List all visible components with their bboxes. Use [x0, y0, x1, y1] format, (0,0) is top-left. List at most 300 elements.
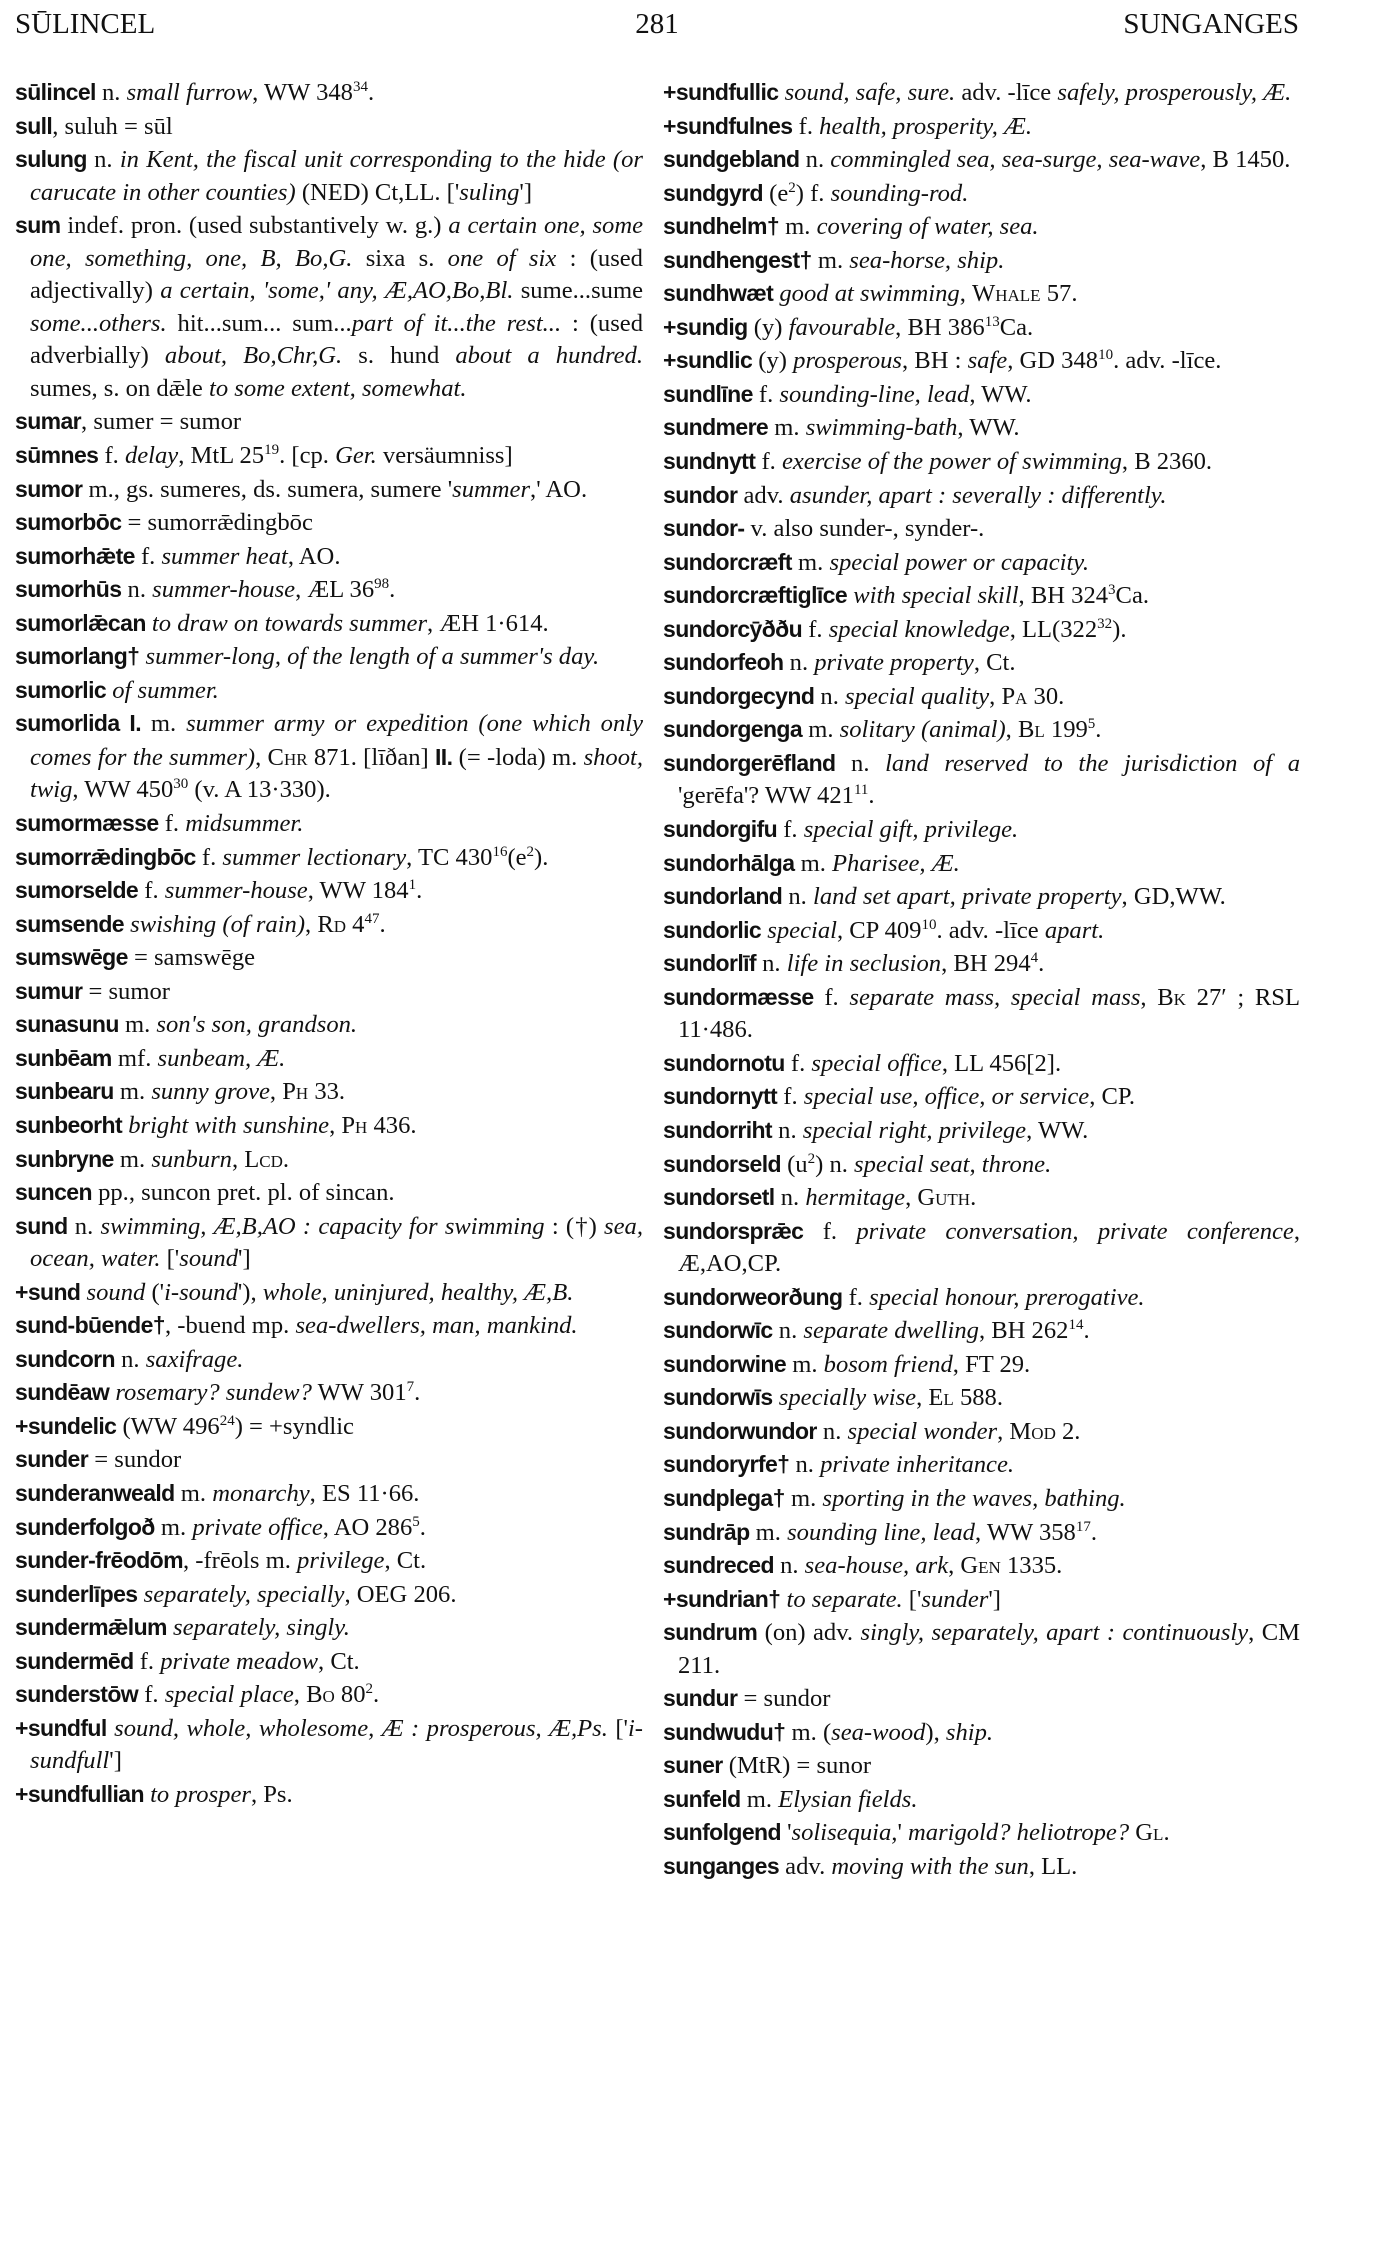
headword: sundorwīc — [663, 1317, 773, 1344]
dictionary-entry — [663, 177, 1300, 211]
italic-text: privilege — [297, 1547, 385, 1575]
italic-text: swimming-bath — [805, 414, 958, 442]
italic-text: hermitage — [805, 1184, 906, 1212]
headword: II. — [435, 743, 453, 770]
roman-text: s. hund — [342, 342, 456, 370]
headword: +sundfulnes — [663, 112, 793, 139]
italic-text: sunbeam, Æ. — [157, 1044, 286, 1072]
roman-text: , Ct. — [973, 649, 1016, 677]
roman-text: , OEG 206. — [344, 1580, 457, 1608]
roman-text — [107, 1715, 114, 1742]
italic-text: sea-horse, ship. — [849, 246, 1005, 274]
italic-text: prosperous — [793, 347, 902, 375]
italic-text: sounding-rod. — [830, 179, 969, 207]
roman-text: . — [389, 576, 396, 604]
italic-text: ship. — [945, 1718, 994, 1746]
roman-text: = sumor — [82, 977, 170, 1005]
roman-text: . — [416, 877, 423, 905]
superscript: 1 — [408, 876, 417, 893]
headword: sunganges — [663, 1852, 780, 1879]
dictionary-entry — [663, 1749, 1300, 1783]
roman-text: ' — [780, 1819, 792, 1847]
roman-text: n. — [86, 146, 120, 174]
italic-text: land set apart, private property — [812, 883, 1122, 911]
roman-text: n. — [774, 1184, 806, 1212]
italic-text: one of six — [447, 244, 557, 272]
roman-text: , ÆH 1·614. — [427, 609, 549, 637]
italic-text: bosom friend — [823, 1350, 953, 1378]
headword: sundwudu† — [663, 1718, 786, 1745]
italic-text: sunny grove — [151, 1078, 270, 1106]
italic-text: safely, prosperously, Æ. — [1057, 79, 1292, 106]
roman-text: [' — [902, 1585, 922, 1613]
italic-text: Ger. — [335, 442, 377, 470]
italic-text: with special skill — [853, 582, 1019, 610]
dictionary-entry — [663, 1448, 1300, 1482]
roman-text: . — [414, 1379, 421, 1407]
dictionary-entry — [663, 1181, 1300, 1215]
superscript: 10 — [1098, 347, 1114, 364]
headword: +sundlic — [663, 347, 753, 374]
roman-text: . — [868, 782, 875, 810]
dictionary-entry — [15, 607, 643, 641]
roman-text: m. — [141, 710, 187, 738]
roman-text: 436. — [367, 1111, 417, 1139]
dictionary-entry — [663, 880, 1300, 914]
headword: sundrāp — [663, 1518, 750, 1545]
italic-text: special knowledge — [828, 615, 1010, 643]
roman-text: , BH 294 — [941, 950, 1031, 978]
italic-text: separately, singly. — [173, 1614, 350, 1642]
italic-text: sea-wood — [831, 1718, 926, 1746]
roman-text: m. — [740, 1785, 779, 1813]
italic-text: swishing (of rain) — [130, 910, 306, 938]
headword: sund — [15, 1212, 68, 1239]
headword: sunbryne — [15, 1145, 114, 1172]
dictionary-entry — [15, 1042, 643, 1076]
superscript: 11 — [853, 782, 869, 799]
italic-text: monarchy — [212, 1479, 310, 1507]
roman-text: n. — [95, 79, 127, 106]
italic-text: health, prosperity, Æ. — [819, 112, 1033, 140]
dictionary-entry — [15, 76, 643, 110]
superscript: 10 — [921, 916, 937, 933]
roman-text: v. also sunder-, synder-. — [744, 515, 985, 543]
roman-text: , WW 450 — [72, 776, 174, 804]
italic-text: special wonder — [847, 1417, 998, 1445]
italic-text: i-sundfull — [30, 1714, 643, 1775]
header-last-word: SUNGANGES — [1123, 8, 1299, 40]
dictionary-entry — [15, 1712, 643, 1778]
roman-text: ), — [925, 1718, 946, 1746]
dictionary-entry — [15, 1376, 643, 1410]
roman-text: . — [379, 910, 386, 938]
dictionary-entry — [663, 1415, 1300, 1449]
italic-text: Pharisee, Æ. — [832, 849, 960, 877]
dictionary-entry — [15, 807, 643, 841]
headword: sundur — [663, 1685, 738, 1712]
italic-text: about, Bo,Chr,G. — [164, 342, 343, 370]
roman-text: , BH : — [902, 347, 968, 375]
headword: sunasunu — [15, 1011, 119, 1038]
dictionary-entry — [663, 1816, 1300, 1850]
dictionary-entry — [663, 1716, 1300, 1750]
headword: sundorgecynd — [663, 682, 815, 709]
headword: sundrum — [663, 1619, 758, 1646]
roman-text: (' — [145, 1278, 165, 1306]
roman-text: n. — [816, 1417, 848, 1445]
italic-text: to prosper — [150, 1780, 251, 1808]
roman-text: n. — [814, 682, 846, 710]
roman-text: . — [367, 79, 375, 106]
roman-text: , — [231, 1145, 245, 1173]
roman-text: n. — [782, 883, 813, 911]
roman-text: , AO. — [287, 542, 341, 570]
roman-text: ) = +syndlic — [234, 1412, 354, 1440]
roman-text: n. — [67, 1212, 101, 1240]
italic-text: favourable — [788, 313, 896, 341]
roman-text: (y) — [747, 313, 789, 341]
roman-text: sumes, s. on dǣle — [30, 374, 209, 402]
italic-text: small furrow — [126, 79, 253, 106]
italic-text: private inheritance. — [820, 1451, 1015, 1479]
headword: sundoryrfe† — [663, 1451, 790, 1478]
italic-text: suling — [459, 178, 520, 206]
headword: +sundfullian — [15, 1780, 144, 1807]
roman-text: 57. — [1040, 280, 1078, 308]
roman-text: ' — [897, 1819, 909, 1847]
roman-text: , B 1450. — [1200, 146, 1291, 174]
italic-text: son's son, grandson. — [156, 1011, 358, 1039]
headword: sumsende — [15, 910, 124, 937]
italic-text: sunder — [921, 1585, 989, 1613]
italic-text: asunder, apart : severally : differently. — [789, 481, 1167, 509]
italic-text: good at swimming — [779, 280, 960, 308]
dictionary-entry — [15, 540, 643, 574]
italic-text: private conversation, private conference — [856, 1217, 1294, 1245]
italic-text: private office — [192, 1513, 323, 1541]
headword: sundhengest† — [663, 246, 812, 273]
roman-text: m. — [786, 1350, 824, 1378]
italic-text: private meadow — [160, 1647, 319, 1675]
dictionary-entry — [663, 1348, 1300, 1382]
roman-text: . — [419, 1513, 426, 1541]
dictionary-entry — [15, 1443, 643, 1477]
roman-text: WW 301 — [311, 1379, 407, 1407]
roman-text: f. — [842, 1283, 870, 1311]
roman-text: = sundor — [737, 1685, 831, 1713]
headword: sunder — [15, 1446, 89, 1473]
dictionary-entry — [663, 680, 1300, 714]
dictionary-entry — [663, 1381, 1300, 1415]
roman-text: , LL(322 — [1009, 615, 1098, 643]
roman-text: , — [959, 280, 973, 308]
dictionary-entry — [663, 914, 1300, 948]
italic-text: life in seclusion — [786, 950, 942, 978]
roman-text: m. — [154, 1513, 193, 1541]
headword: sundornytt — [663, 1083, 778, 1110]
superscript: 16 — [492, 843, 508, 860]
dictionary-entry — [15, 908, 643, 942]
italic-text: special seat, throne. — [854, 1150, 1052, 1178]
dictionary-entry — [15, 1645, 643, 1679]
roman-text: (on) adv. — [757, 1619, 861, 1647]
italic-text: summer army or expedition (one which only comes for the summer) — [30, 710, 643, 771]
roman-text: , — [1005, 716, 1018, 744]
italic-text: summer-long, of the length of a summer's day. — [145, 643, 600, 671]
roman-text: (e — [762, 179, 789, 207]
dictionary-entry — [15, 1309, 643, 1343]
roman-text: adv. — [737, 481, 790, 509]
dictionary-entry — [663, 579, 1300, 613]
roman-text: versäumniss] — [376, 442, 513, 470]
italic-text: special place — [164, 1681, 294, 1709]
roman-text: f. — [792, 112, 820, 140]
italic-text: summer-house — [152, 576, 296, 604]
roman-text: Ca. — [1115, 582, 1150, 610]
italic-text: moving with the sun — [831, 1852, 1029, 1880]
dictionary-entry — [663, 1114, 1300, 1148]
italic-text: separately, specially — [143, 1580, 345, 1608]
dictionary-entry — [15, 1578, 643, 1612]
roman-text: , — [305, 910, 318, 938]
roman-text: (MtR) = sunor — [722, 1752, 872, 1780]
roman-text: f. — [98, 442, 125, 470]
dictionary-entry — [15, 1611, 643, 1645]
headword: sundcorn — [15, 1345, 115, 1372]
roman-text: (= -loda) m. — [452, 743, 584, 771]
roman-text: adv. -līce — [955, 79, 1058, 106]
roman-text: f. — [134, 542, 162, 570]
roman-text: , WW 348 — [252, 79, 353, 106]
dictionary-entry — [15, 1276, 643, 1310]
superscript: 2 — [526, 843, 535, 860]
roman-text: 'gerēfa'? WW 421 — [678, 782, 854, 810]
small-caps-ref: Bk — [1157, 983, 1186, 1011]
dictionary-entry — [663, 210, 1300, 244]
headword: sumorhǣte — [15, 542, 135, 569]
roman-text: . — [1163, 1819, 1170, 1847]
roman-text: m. — [811, 246, 850, 274]
dictionary-entry — [663, 479, 1300, 513]
headword: sundhwæt — [663, 280, 774, 307]
dictionary-entry — [663, 1281, 1300, 1315]
roman-text: m. — [768, 414, 806, 442]
italic-text: special honour, prerogative. — [869, 1283, 1145, 1311]
page-number: 281 — [635, 8, 679, 40]
headword: sundmere — [663, 414, 769, 441]
dictionary-entry — [15, 1511, 643, 1545]
roman-text: , — [916, 1384, 929, 1412]
headword: sund-būende† — [15, 1312, 165, 1339]
headword: sundorsprǣc — [663, 1217, 804, 1244]
roman-text: f. — [138, 1681, 165, 1709]
italic-text: summer lectionary — [222, 843, 407, 871]
dictionary-entry — [663, 445, 1300, 479]
roman-text: m. — [791, 548, 830, 576]
italic-text: separate dwelling — [803, 1317, 979, 1345]
italic-text: whole, uninjured, healthy, Æ,B. — [262, 1278, 574, 1306]
superscript: 2 — [788, 179, 796, 196]
superscript: 19 — [264, 441, 280, 458]
roman-text: (v. A 13·330). — [188, 776, 331, 804]
roman-text: (e — [507, 843, 527, 871]
roman-text: m., gs. sumeres, ds. sumera, sumere ' — [82, 475, 453, 503]
superscript: 7 — [406, 1379, 415, 1396]
dictionary-entry — [15, 707, 643, 807]
italic-text: some...others. — [30, 309, 167, 337]
dictionary-entry — [15, 506, 643, 540]
roman-text: (u — [780, 1150, 808, 1178]
roman-text: , suluh = sūl — [52, 112, 173, 140]
italic-text: a certain, 'some,' any, Æ,AO,Bo,Bl. — [160, 277, 514, 305]
dictionary-entry — [663, 1783, 1300, 1817]
small-caps-ref: Ph — [341, 1111, 368, 1139]
italic-text: Elysian fields. — [778, 1785, 918, 1813]
italic-text: sea-house, ark — [804, 1552, 949, 1580]
roman-text: f. — [752, 380, 780, 408]
small-caps-ref: El — [928, 1384, 954, 1412]
roman-text: '] — [519, 178, 533, 206]
italic-text: of summer. — [112, 676, 219, 704]
superscript: 5 — [412, 1513, 420, 1530]
italic-text: sound, safe, sure. — [784, 79, 956, 106]
headword: sunbēam — [15, 1044, 112, 1071]
roman-text: , BH 324 — [1018, 582, 1109, 610]
italic-text: covering of water, sea. — [816, 213, 1039, 241]
roman-text: f. — [813, 983, 850, 1011]
headword: sumorlic — [15, 676, 107, 703]
roman-text: m. — [113, 1145, 152, 1173]
roman-text: f. — [777, 1083, 804, 1111]
running-header — [15, 8, 1299, 48]
roman-text: 588. — [953, 1384, 1003, 1412]
roman-text: . adv. -līce. — [1113, 347, 1222, 375]
roman-text: m. — [794, 849, 832, 877]
roman-text: : (used adverbially) — [30, 309, 644, 370]
headword: sundorgerēfland — [663, 749, 836, 776]
roman-text: Ca. — [999, 313, 1034, 341]
headword: sundorwine — [663, 1350, 787, 1377]
roman-text: , Ct. — [384, 1547, 427, 1575]
italic-text: safe — [967, 347, 1008, 375]
small-caps-ref: Bl — [1017, 716, 1045, 744]
superscript: 17 — [1075, 1518, 1091, 1535]
headword: sundor — [663, 481, 738, 508]
headword: +sundelic — [15, 1412, 117, 1439]
headword: sundreced — [663, 1552, 774, 1579]
roman-text: ). — [534, 843, 549, 871]
dictionary-entry — [663, 378, 1300, 412]
headword: sundorwīs — [663, 1384, 773, 1411]
roman-text: m. ( — [785, 1718, 832, 1746]
roman-text: 1335. — [1000, 1552, 1063, 1580]
italic-text: special office — [811, 1049, 942, 1077]
roman-text: , WW. — [957, 414, 1020, 442]
italic-text: about a hundred. — [455, 342, 643, 370]
headword: sundlīne — [663, 380, 753, 407]
headword: sundorseld — [663, 1150, 781, 1177]
roman-text: , sumer = sumor — [81, 408, 242, 436]
italic-text: solisequia, — [791, 1819, 898, 1847]
headword: sunderlīpes — [15, 1580, 138, 1607]
roman-text: ) n. — [815, 1150, 855, 1178]
headword: sūlincel — [15, 79, 96, 105]
roman-text: [' — [607, 1714, 628, 1742]
roman-text: n. — [835, 749, 886, 777]
roman-text: ,' AO. — [530, 475, 588, 503]
italic-text: a certain one, some one, something, one, B, Bo,G. — [30, 212, 643, 272]
headword: I. — [129, 710, 142, 737]
roman-text: . — [1095, 716, 1102, 744]
headword: +sund — [15, 1278, 81, 1305]
italic-text: sounding line, lead — [787, 1518, 975, 1546]
roman-text: , MtL 25 — [178, 442, 265, 470]
roman-text: f. — [133, 1647, 161, 1675]
roman-text: mf. — [111, 1044, 158, 1072]
roman-text: n. — [772, 1317, 804, 1345]
italic-text: separate mass, special mass — [849, 983, 1141, 1011]
italic-text: in Kent, the fiscal unit corresponding to the hide (or carucate in other counties) — [30, 146, 643, 206]
roman-text: '] — [109, 1747, 122, 1775]
dictionary-entry — [663, 344, 1300, 378]
roman-text: n. — [772, 1116, 803, 1144]
dictionary-entry — [15, 1477, 643, 1511]
roman-text: , Æ,AO,CP. — [678, 1217, 1300, 1278]
italic-text: special quality — [845, 682, 990, 710]
roman-text: (y) — [752, 347, 794, 375]
roman-text: f. — [777, 816, 804, 844]
dictionary-entry — [15, 841, 643, 875]
dictionary-entry — [15, 1210, 643, 1276]
dictionary-entry — [663, 1850, 1300, 1884]
italic-text: special power or capacity. — [829, 548, 1089, 576]
italic-text: singly, separately, apart : continuously — [860, 1619, 1249, 1647]
dictionary-entry — [663, 713, 1300, 747]
dictionary-entry — [663, 981, 1300, 1047]
italic-text: special use, office, or service — [803, 1083, 1090, 1111]
roman-text: 871. [līðan] — [307, 743, 436, 771]
roman-text: . — [1038, 950, 1045, 978]
italic-text: saxifrage. — [145, 1345, 244, 1373]
dictionary-entry — [663, 1148, 1300, 1182]
dictionary-entry — [15, 405, 643, 439]
roman-text: m. — [113, 1078, 152, 1106]
roman-text: . — [970, 1184, 977, 1212]
dictionary-entry — [663, 110, 1300, 144]
headword: sundorland — [663, 883, 783, 910]
roman-text: , ÆL 36 — [295, 576, 375, 604]
headword: sumor — [15, 475, 83, 502]
superscript: 5 — [1087, 716, 1096, 733]
small-caps-ref: Gl — [1135, 1819, 1164, 1847]
roman-text: , Ps. — [250, 1780, 293, 1808]
roman-text: 33. — [308, 1078, 346, 1106]
roman-text: indef. pron. (used substantively w. g.) — [60, 212, 449, 240]
roman-text: m. — [174, 1479, 213, 1507]
dictionary-entry — [663, 646, 1300, 680]
roman-text: , WW. — [969, 380, 1032, 408]
headword: sundplega† — [663, 1484, 785, 1511]
headword: sundorcræft — [663, 548, 792, 575]
dictionary-entry — [663, 277, 1300, 311]
small-caps-ref: Ph — [282, 1078, 309, 1106]
italic-text: i-sound — [164, 1278, 238, 1306]
roman-text: (WW 496 — [116, 1412, 220, 1440]
italic-text: land reserved to the jurisdiction of a — [885, 749, 1300, 777]
italic-text: sea-dwellers, man, mankind. — [295, 1312, 578, 1340]
roman-text: 27′ ; RSL 11·486. — [678, 983, 1301, 1044]
